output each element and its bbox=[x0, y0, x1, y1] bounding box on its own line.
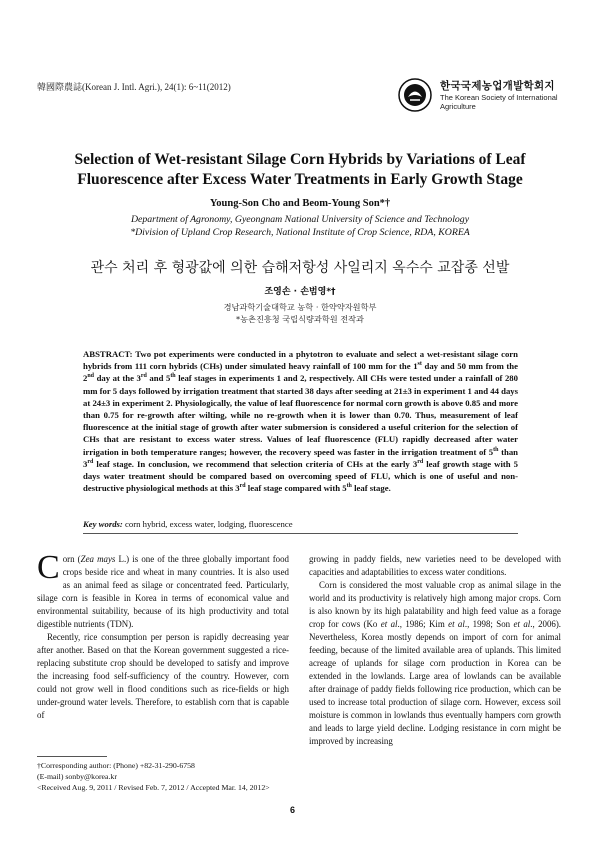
body-column-left bbox=[37, 549, 289, 722]
footnote-divider bbox=[37, 756, 107, 757]
abstract: ABSTRACT: Two pot experiments were conducted in a phytotron to evaluate and select a wet-resistant silage corn hybrids from 111 corn hybrids (CHs) under simulated heavy rainfall of 100 mm for the 1st day and 50 mm from the 2nd day at the 3rd and 5th leaf stages in experiments 1 and 2, respectively. All CHs were tested under a rainfall of 280 mm for 5 days followed by irrigation treatment that started 38 days after seeding at 21±3 in experiment 1 and 44 days at 24±3 in experiment 2. Physiologically, the value of leaf fluorescence for normal corn growth is above 0.85 and more than 0.75 for re-growth after wilting, while no re-growth when it is lower than 0.70. Thus, measurement of leaf fluorescence at the initial stage of growth after water submersion is considered a useful criterion for the selection of CHs that are resistant to excess water stress. Values of leaf fluorescence (FLU) rapidly decreased after water irrigation in both temperature ranges; however, the recovery speed was faster in the irrigation treatment of 5th than 3rd leaf stage. In conclusion, we recommend that selection criteria of CHs at the early 3rd leaf growth stage with 5 days water treatment should be compared based on overcoming speed of FLU, which is one of useful and non-destructive physiological methods at this 3rd leaf stage compared with 5th leaf stage. bbox=[83, 349, 519, 494]
paper-title: Selection of Wet-resistant Silage Corn Hybrids by Variations of Leaf Fluorescence after Excess Water Treatments in Early Growth Stage bbox=[74, 151, 526, 188]
keywords-divider bbox=[83, 533, 518, 534]
korean-affiliation-1: 경남과학기술대학교 농학 · 한약약자원학부 bbox=[223, 302, 377, 312]
keywords bbox=[83, 519, 518, 529]
affiliations bbox=[40, 213, 560, 239]
footnotes bbox=[37, 760, 297, 793]
affiliation-1: Department of Agronomy, Gyeongnam National University of Science and Technology bbox=[130, 214, 470, 225]
drop-cap: C bbox=[37, 549, 60, 586]
korean-title: 관수 처리 후 형광값에 의한 습해저항성 사일리지 옥수수 교잡종 선발 bbox=[90, 260, 510, 276]
body-paragraph: Corn (Zea mays L.) is one of the three globally important food crops beside rice and wheat in many countries. It is also used as an animal feed as silage or concentrated feed. Particularly, silage corn is feasible in Korea in terms of economical value and environmental suitability, because of its high productivity and total digestible nutrients (TDN). bbox=[37, 549, 289, 629]
keywords-text: corn hybrid, excess water, lodging, fluorescence bbox=[122, 519, 293, 529]
korean-authors: 조영손 · 손범영*† bbox=[264, 287, 336, 297]
footnote-corresponding: †Corresponding author: (Phone) +82-31-290-6758 bbox=[37, 761, 195, 770]
keywords-label: Key words: bbox=[83, 519, 123, 529]
korean-affiliation-2: *농촌진흥청 국립식량과학원 전작과 bbox=[236, 314, 364, 324]
abstract-label: ABSTRACT: bbox=[83, 349, 133, 359]
journal-citation: 韓國際農誌(Korean J. Intl. Agri.), 24(1): 6~11(2012) bbox=[37, 82, 231, 92]
body-paragraph: Corn is considered the most valuable crop as animal silage in the world and its productivity is relatively high among major crops. Corn is also known by its high palatability and high feed value as a forage crop for cows (Ko et al., 1986; Kim et al., 1998; Son et al., 2006). Nevertheless, Korea mostly depends on import of corn for animal feeding, because of the limited available area of uplands. This limited acreage of uplands for silage corn production in Korea can be extended in the lowlands. Large area of lowlands can be available after drainage of paddy fields following rice production, which can be used to increase total production of silage corn. However, excess soil moisture is common in lowlands thus eventually hampers corn growth and leads to large yield decline. Lodging resistance in corn might be improved by increasing bbox=[309, 580, 561, 746]
page-number: 6 bbox=[290, 805, 296, 815]
footnote-received: <Received Aug. 9, 2011 / Revised Feb. 7, 2012 / Accepted Mar. 14, 2012> bbox=[37, 783, 270, 792]
authors: Young-Son Cho and Beom-Young Son*† bbox=[209, 198, 391, 209]
korean-affiliations bbox=[40, 301, 560, 325]
body-column-right bbox=[309, 553, 561, 748]
society-logo-icon bbox=[398, 78, 432, 112]
footnote-email: (E-mail) sonby@korea.kr bbox=[37, 772, 117, 781]
affiliation-2: *Division of Upland Crop Research, National Institute of Crop Science, RDA, KOREA bbox=[130, 227, 470, 238]
body-paragraph: growing in paddy fields, new varieties need to be developed with capacities and adaptabilities to excess water conditions. bbox=[309, 554, 561, 577]
body-paragraph: Recently, rice consumption per person is rapidly decreasing year after another. Based on that the Korean government suggested a rice-replacing substitute crop should be developed to satisfy and improve the increasing food self-sufficiency of the country. However, corn could not grow well in flood conditions such as rice-fields or high under-ground water levels. Therefore, to establish corn that is capable of bbox=[37, 632, 289, 720]
society-name-english: The Korean Society of International Agriculture bbox=[440, 93, 558, 111]
society-name-korean: 한국국제농업개발학회지 bbox=[440, 80, 555, 92]
